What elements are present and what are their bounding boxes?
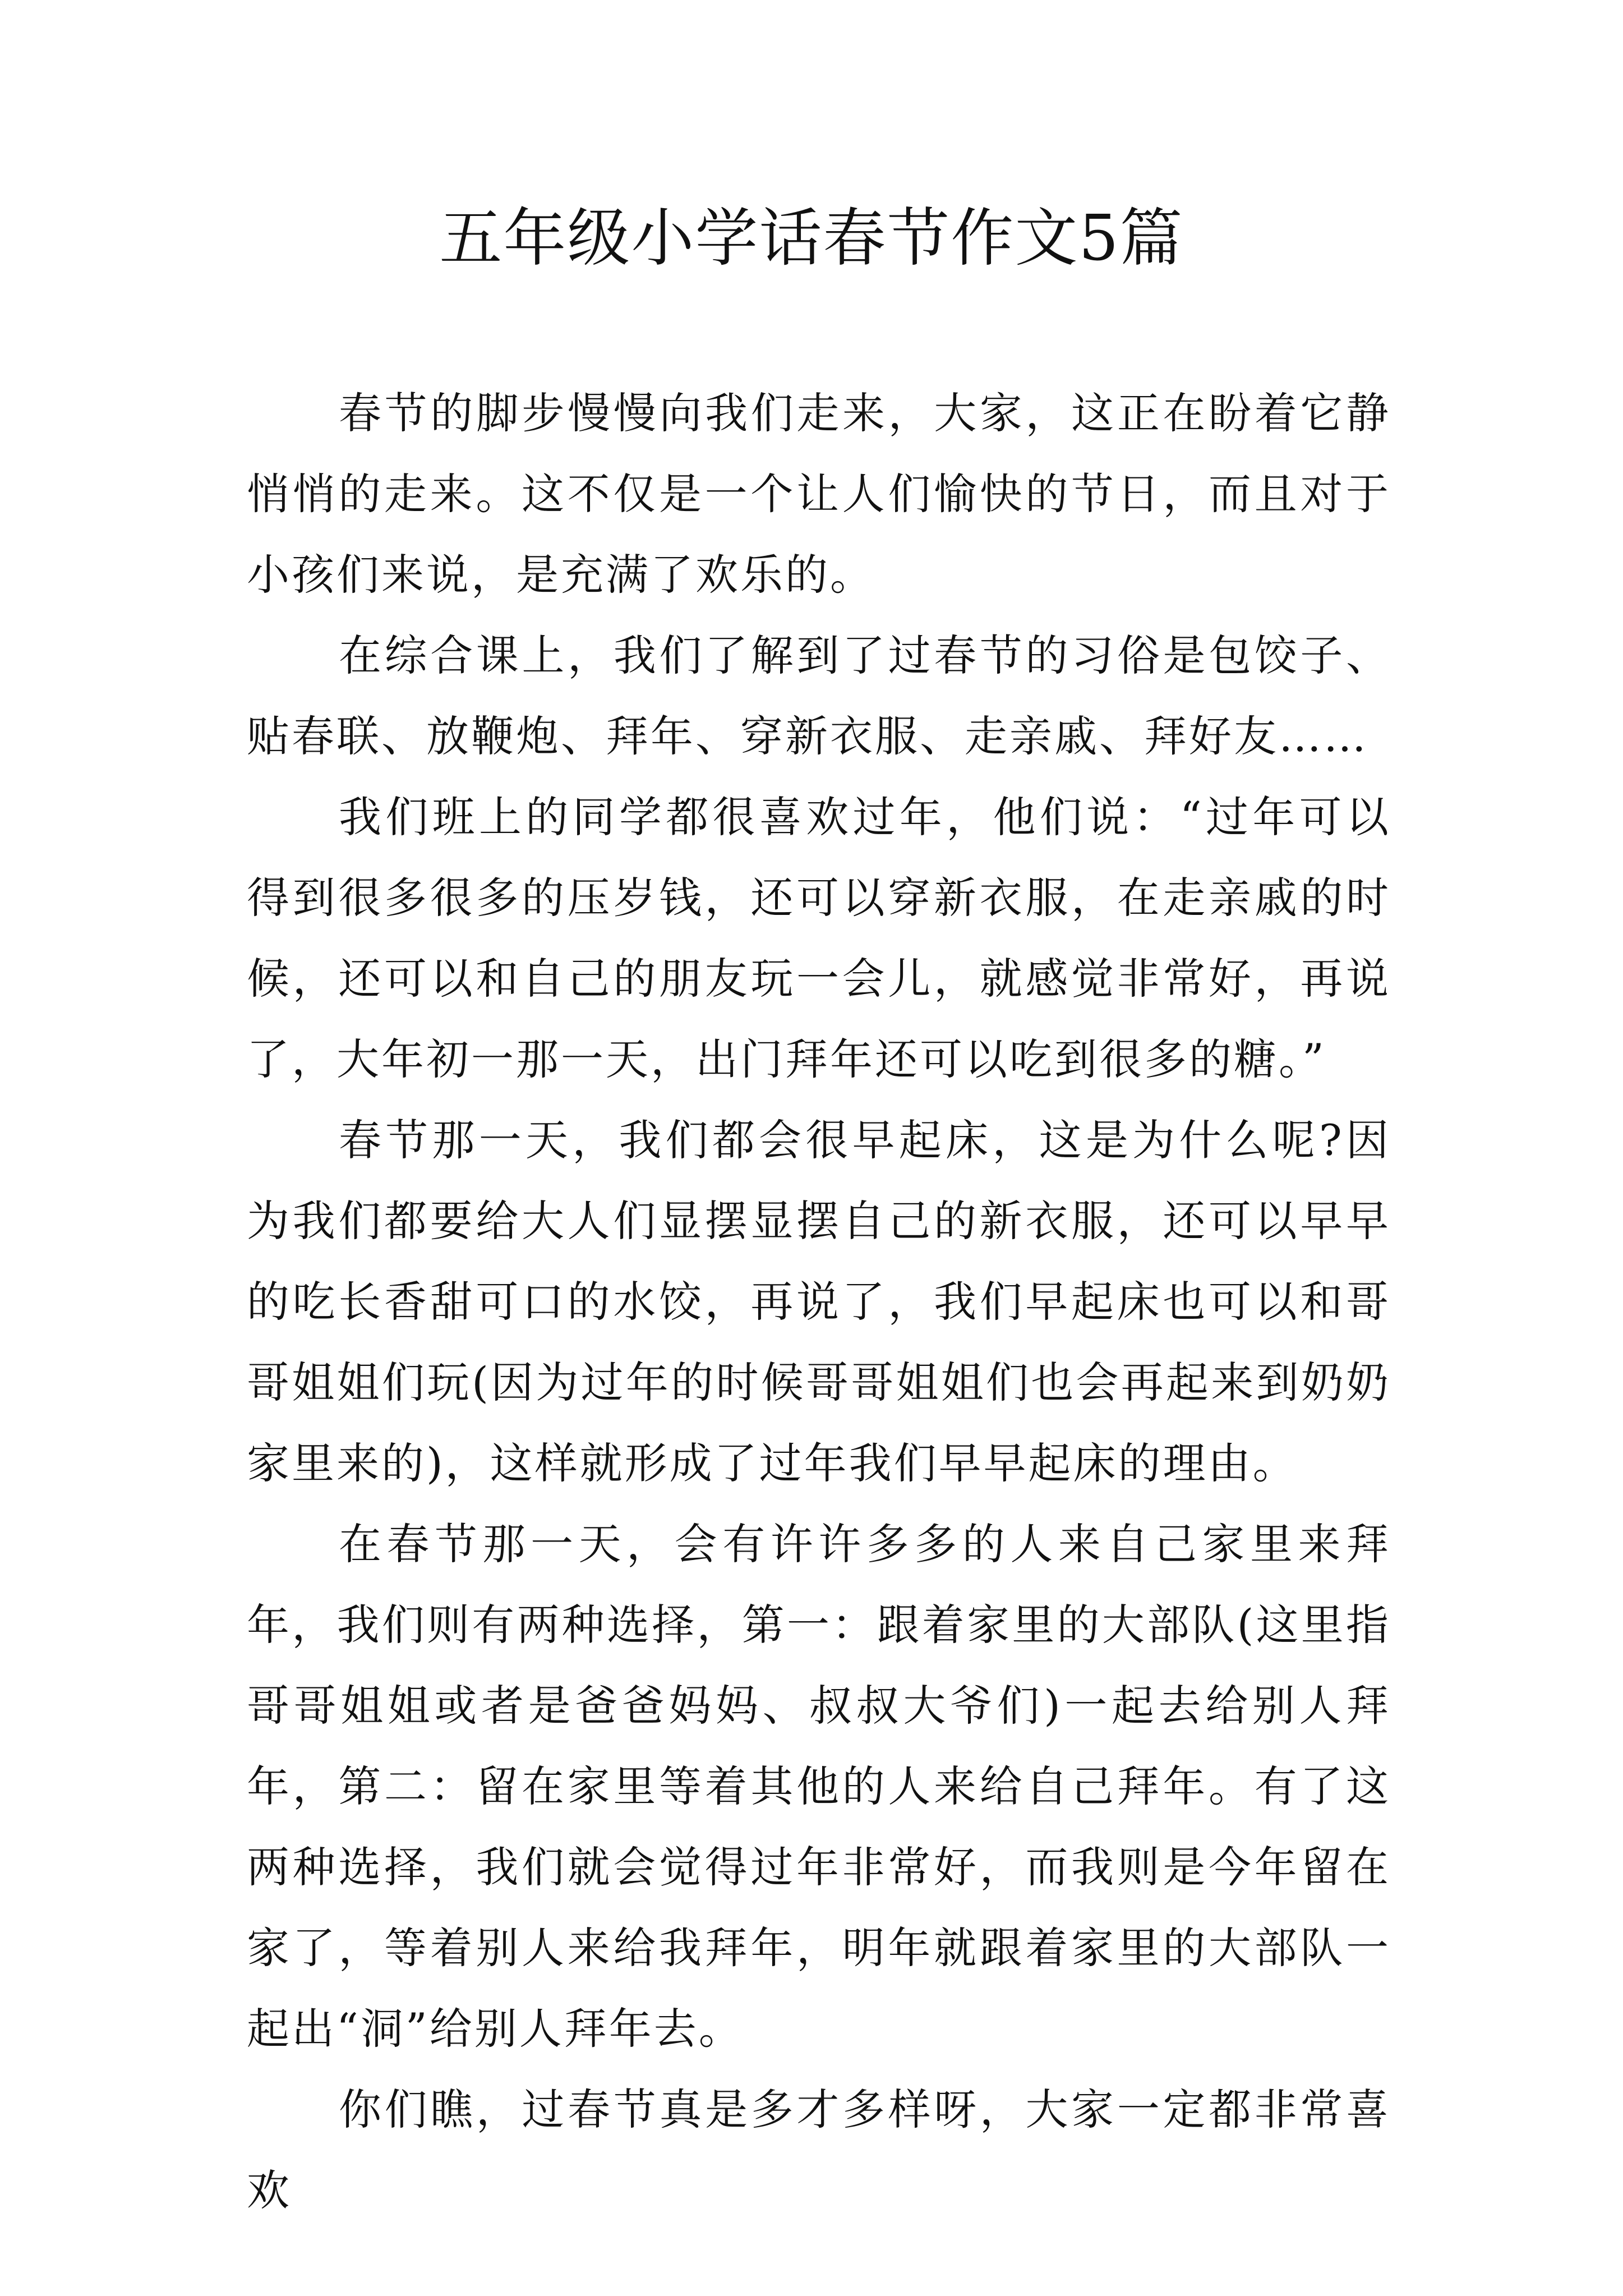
paragraph-6: 你们瞧，过春节真是多才多样呀，大家一定都非常喜欢	[247, 2085, 1391, 2215]
document-title: 五年级小学话春节作文5篇	[439, 202, 1184, 275]
paragraph-1: 春节的脚步慢慢向我们走来，大家，这正在盼着它静悄悄的走来。这不仅是一个让人们愉快的节日，而且对于小孩们来说，是充满了欢乐的。	[247, 388, 1391, 600]
paragraph-3: 我们班上的同学都很喜欢过年，他们说：“过年可以得到很多很多的压岁钱，还可以穿新衣服，在走亲戚的时候，还可以和自己的朋友玩一会儿，就感觉非常好，再说了，大年初一那一天，出门拜年还可以吃到很多的糖。”	[247, 792, 1391, 1084]
paragraph-4: 春节那一天，我们都会很早起床，这是为什么呢?因为我们都要给大人们显摆显摆自己的新衣服，还可以早早的吃长香甜可口的水饺，再说了，我们早起床也可以和哥哥姐姐们玩(因为过年的时候哥哥姐姐们也会再起来到奶奶家里来的)，这样就形成了过年我们早早起床的理由。	[247, 1115, 1391, 1488]
document-body	[247, 373, 1391, 2231]
paragraph-5: 在春节那一天，会有许许多多的人来自己家里来拜年，我们则有两种选择，第一：跟着家里的大部队(这里指哥哥姐姐或者是爸爸妈妈、叔叔大爷们)一起去给别人拜年，第二：留在家里等着其他的人来给自己拜年。有了这两种选择，我们就会觉得过年非常好，而我则是今年留在家了，等着别人来给我拜年，明年就跟着家里的大部队一起出“洞”给别人拜年去。	[247, 1519, 1391, 2054]
paragraph-2: 在综合课上，我们了解到了过春节的习俗是包饺子、贴春联、放鞭炮、拜年、穿新衣服、走亲戚、拜好友……	[247, 631, 1391, 761]
